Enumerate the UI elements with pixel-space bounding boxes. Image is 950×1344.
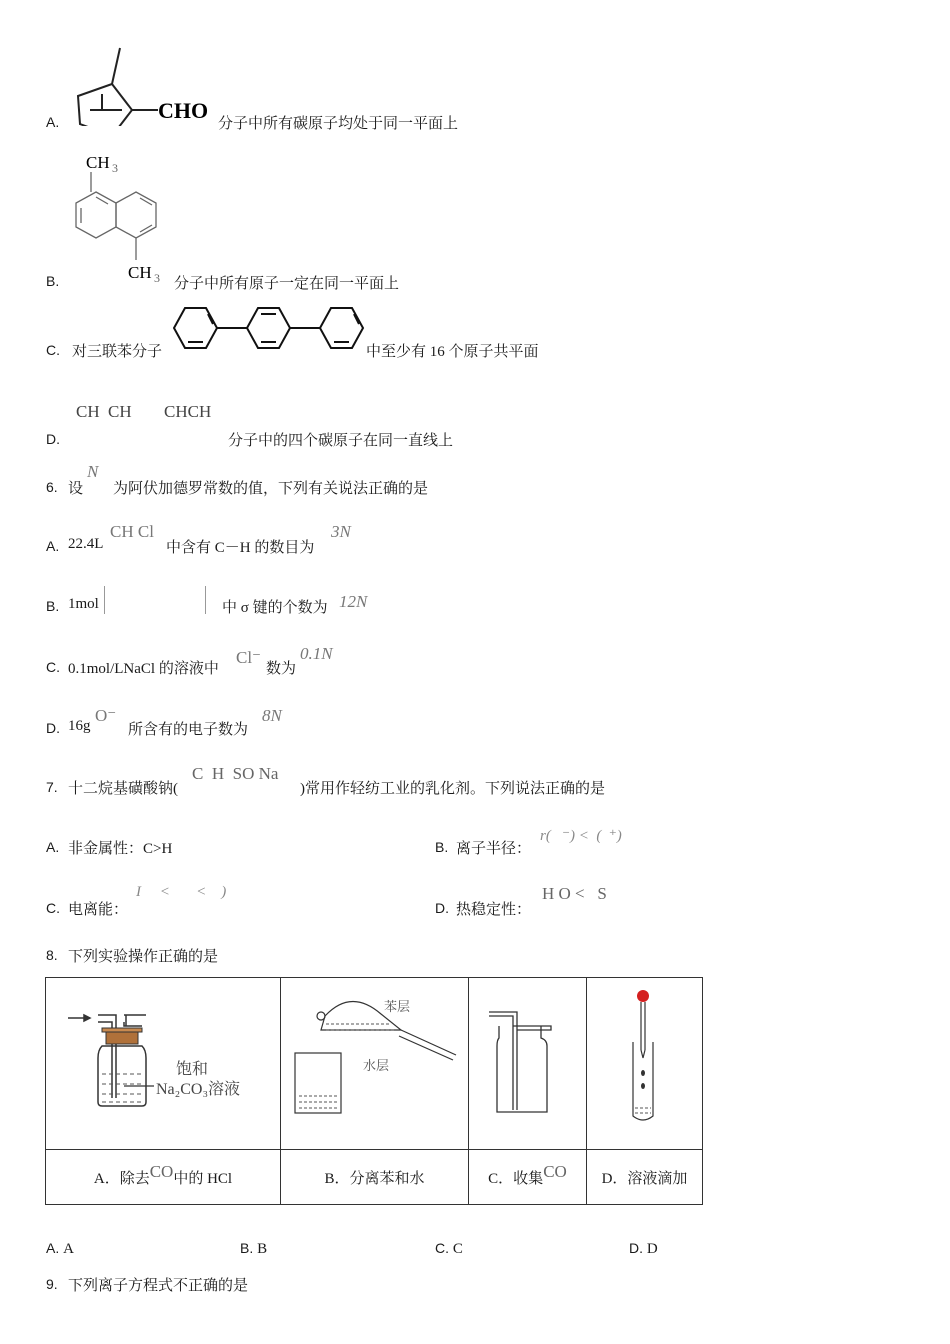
q8-answer-a[interactable]: A. A	[46, 1240, 74, 1257]
q6-option-d-formula: O⁻	[95, 706, 117, 725]
q5-option-a-label: A.	[46, 114, 60, 130]
diagram-cell-a	[46, 978, 281, 1150]
q5-option-d-formula-mid: CH	[108, 402, 132, 421]
experiment-table	[45, 977, 703, 1205]
benzene-layer-label: 苯层	[384, 999, 411, 1014]
separatory-funnel-diagram	[281, 978, 468, 1144]
water-layer-label: 水层	[363, 1058, 390, 1073]
q7-option-a-label: A.	[46, 839, 60, 855]
q5-option-b-label: B.	[46, 273, 60, 289]
q6-option-a-label: A.	[46, 538, 60, 554]
q8-answer-c[interactable]: C. C	[435, 1240, 463, 1257]
avogadro-symbol: N	[87, 462, 99, 481]
q8-answer-b[interactable]: B. B	[240, 1240, 268, 1257]
q6-option-b-pre: 1mol	[68, 596, 99, 612]
gas-collection-bottle-diagram	[469, 978, 586, 1144]
q6-option-b-value: 12N	[339, 592, 368, 611]
dropper-test-tube-diagram	[587, 978, 702, 1144]
q5-option-c-prefix: 对三联苯分子	[72, 344, 163, 360]
q5-option-d-formula-left: CH	[76, 402, 100, 421]
svg-text:3: 3	[112, 161, 118, 175]
q7-number: 7.	[46, 779, 58, 795]
q7-option-c-label: C.	[46, 900, 60, 916]
bicyclic-aldehyde-structure	[74, 44, 219, 126]
q6-option-c-label: C.	[46, 659, 60, 675]
q6-option-d-pre: 16g	[68, 718, 91, 734]
q6-option-b-bracket	[104, 586, 206, 614]
caption-a: A．除去CO中的 HCl	[46, 1150, 281, 1205]
q7-option-c-text: 电离能：	[68, 902, 129, 918]
q9-stem: 下列离子方程式不正确的是	[68, 1278, 249, 1294]
gas-washing-bottle-diagram	[46, 978, 280, 1144]
diagram-cell-d	[587, 978, 703, 1150]
q6-option-b-mid: 中 σ 键的个数为	[222, 600, 328, 616]
caption-c: C．收集CO	[469, 1150, 587, 1205]
q7-option-a-text: 非金属性：C>H	[68, 841, 173, 857]
q6-option-c-formula: Cl⁻	[236, 648, 262, 667]
q7-stem-pre: 十二烷基磺酸钠(	[68, 781, 178, 797]
q6-stem: 为阿伏加德罗常数的值，下列有关说法正确的是	[113, 481, 429, 497]
diagram-cell-b	[281, 978, 469, 1150]
q7-stem-post: )常用作轻纺工业的乳化剂。下列说法正确的是	[300, 781, 605, 797]
dimethylnaphthalene-structure	[74, 148, 174, 288]
svg-text:3: 3	[154, 271, 160, 285]
q7-formula: C H SO Na	[192, 764, 279, 783]
q6-option-a-pre: 22.4L	[68, 536, 104, 552]
q6-option-c-mid: 数为	[266, 661, 297, 677]
cho-group-label: CHO	[158, 98, 209, 123]
saturated-label: 饱和	[176, 1061, 209, 1078]
q7-option-c-expr: I < < )	[136, 884, 227, 900]
caption-b: B．分离苯和水	[281, 1150, 469, 1205]
q6-option-a-mid: 中含有 C－H 的数目为	[166, 540, 315, 556]
q7-option-b-expr: r( ⁻) < ( ⁺)	[540, 828, 622, 844]
q6-option-a-value: 3N	[331, 522, 351, 541]
q6-option-c-pre: 0.1mol/LNaCl 的溶液中	[68, 661, 219, 677]
q5-option-c-label: C.	[46, 342, 60, 358]
q6-option-a-formula: CH Cl	[110, 522, 154, 541]
methyl-top-label: CH	[86, 153, 110, 172]
q7-option-b-label: B.	[435, 839, 449, 855]
q5-option-d-label: D.	[46, 431, 60, 447]
q5-option-d-formula-right: CHCH	[164, 402, 212, 421]
na2co3-solution-label: Na₂CO₃溶液	[156, 1081, 241, 1098]
q7-option-d-label: D.	[435, 900, 449, 916]
q6-number: 6.	[46, 479, 58, 495]
q6-option-b-label: B.	[46, 598, 60, 614]
q6-option-d-mid: 所含有的电子数为	[128, 722, 249, 738]
terphenyl-structure	[173, 304, 365, 354]
q9-number: 9.	[46, 1276, 58, 1292]
q8-stem: 下列实验操作正确的是	[68, 949, 219, 965]
q7-option-b-text: 离子半径：	[456, 841, 532, 857]
diagram-cell-c	[469, 978, 587, 1150]
q5-option-d-text: 分子中的四个碳原子在同一直线上	[228, 433, 454, 449]
q7-option-d-expr: H O < S	[542, 884, 607, 903]
q5-option-b-text: 分子中所有原子一定在同一平面上	[174, 276, 400, 292]
q7-option-d-text: 热稳定性：	[456, 902, 532, 918]
methyl-bottom-label: CH	[128, 263, 152, 282]
q6-prefix: 设	[68, 481, 84, 497]
q6-option-d-label: D.	[46, 720, 60, 736]
caption-d: D．溶液滴加	[587, 1150, 703, 1205]
q6-option-d-value: 8N	[262, 706, 282, 725]
q5-option-c-text: 中至少有 16 个原子共平面	[366, 344, 539, 360]
q5-option-a-text: 分子中所有碳原子均处于同一平面上	[218, 116, 459, 132]
q8-answer-d[interactable]: D. D	[629, 1240, 658, 1257]
q6-option-c-value: 0.1N	[300, 644, 333, 663]
q8-number: 8.	[46, 947, 58, 963]
